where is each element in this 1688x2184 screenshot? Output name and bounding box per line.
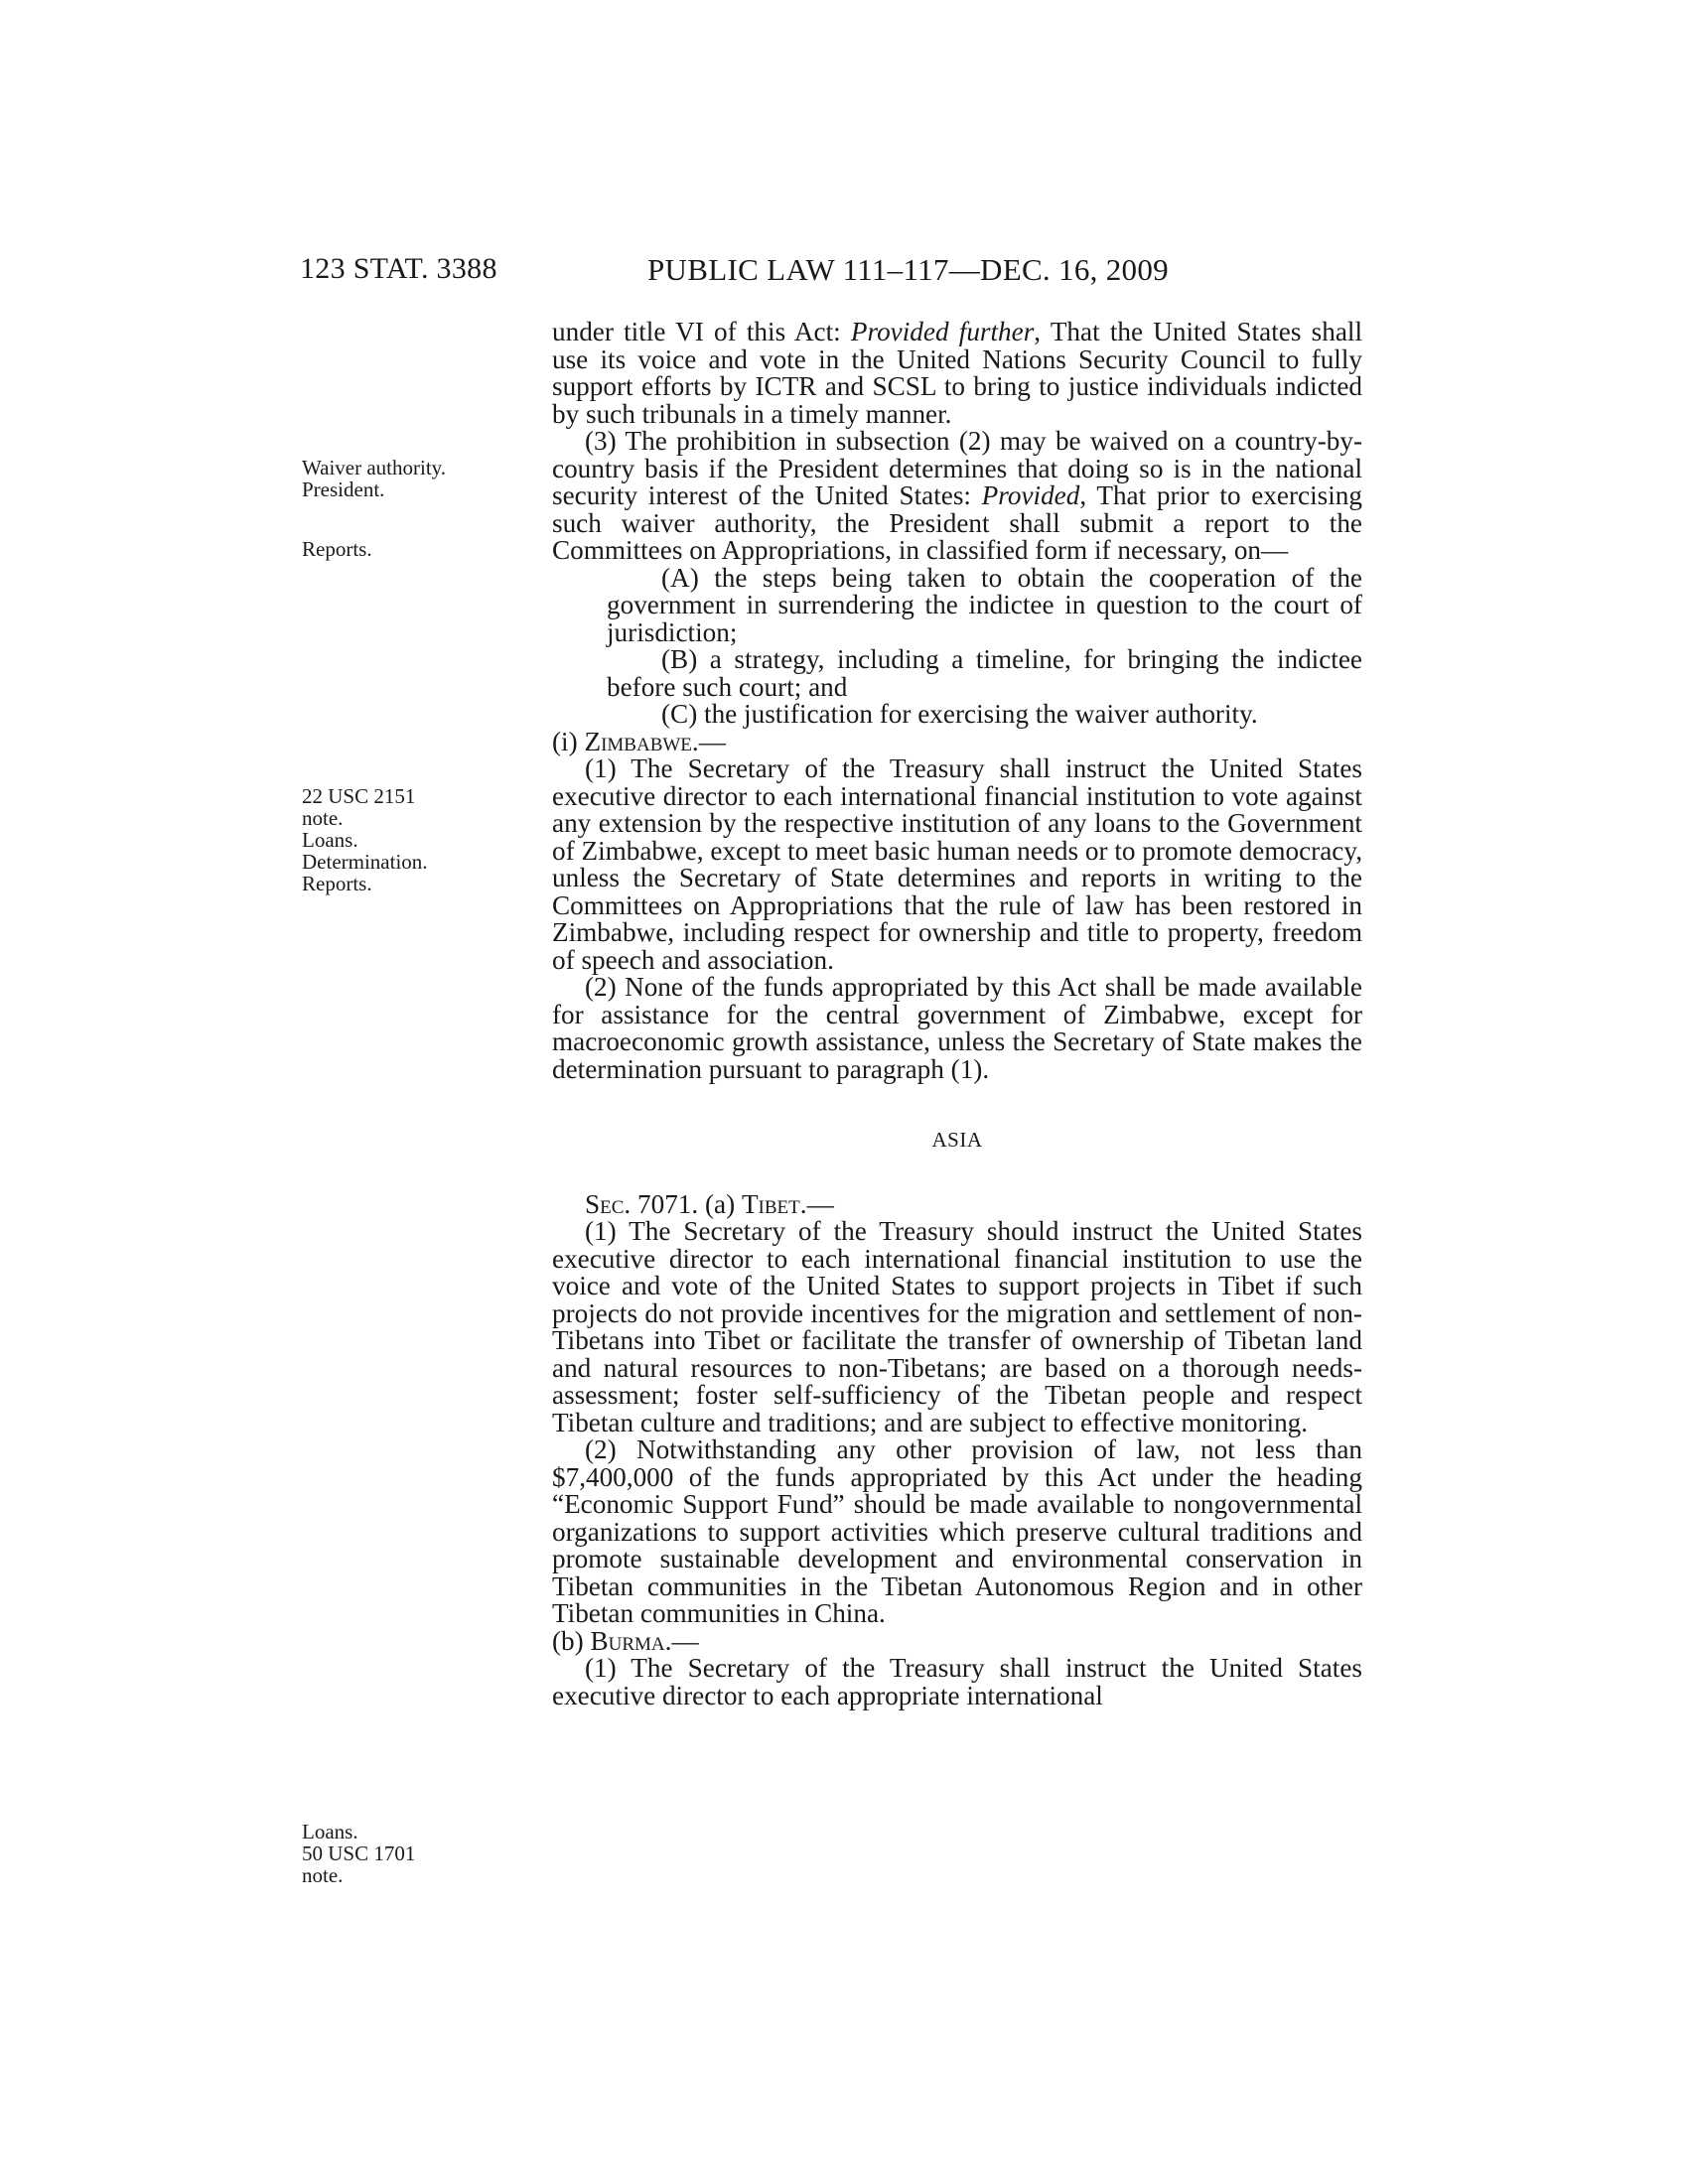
margin-note-line: Loans. (302, 1820, 358, 1843)
asia-section-heading: ASIA (931, 1128, 983, 1152)
zimbabwe-heading: (i) Zimbabwe.— (552, 726, 726, 756)
margin-note-line: 50 USC 1701 (302, 1842, 416, 1865)
margin-note-reports: Reports. (302, 537, 372, 561)
burma-heading: (b) Burma.— (552, 1625, 699, 1656)
section-7071-heading: Sec. 7071. (a) Tibet.— (585, 1188, 834, 1219)
margin-note-line: Reports. (302, 872, 372, 895)
margin-note-line: Determination. (302, 850, 428, 874)
subparagraph-b: (B) a strategy, including a timeline, for bringing the indictee before such court; and (607, 644, 1362, 702)
margin-note-line: President. (302, 478, 385, 501)
margin-note-burma (302, 1821, 415, 1886)
subparagraph-a: (A) the steps being taken to obtain the cooperation of the government in surrendering the indictee in question to the court of jurisdiction; (607, 562, 1362, 647)
page-header-stat-cite: 123 STAT. 3388 (300, 252, 497, 285)
paragraph-continuation: under title VI of this Act: Provided further, That the United States shall use its voice and vote in the United Nations Security Council to fully support efforts by ICTR and SCSL to bring to justice individuals indicted by such tribunals in a timely manner. (552, 317, 1362, 429)
margin-note-line: Waiver authority. (302, 456, 447, 479)
page-header-law-title: PUBLIC LAW 111–117—DEC. 16, 2009 (647, 252, 1169, 287)
tibet-paragraph-2: (2) Notwithstanding any other provision of law, not less than $7,400,000 of the funds appropriated by this Act under the heading “Economic Support Fund” should be made available to nongovernmental organizations to support activities which preserve cultural traditions and promote sustainable development and environmental conservation in Tibetan communities in the Tibetan Autonomous Region and in other Tibetan communities in China. (552, 1434, 1362, 1628)
margin-note-line: note. (302, 806, 344, 830)
margin-note-line: 22 USC 2151 (302, 784, 416, 808)
subparagraph-c: (C) the justification for exercising the waiver authority. (661, 699, 1258, 729)
margin-note-line: note. (302, 1863, 344, 1887)
margin-note-zimbabwe (302, 785, 428, 894)
body-text (552, 319, 1362, 1709)
zimbabwe-paragraph-1: (1) The Secretary of the Treasury shall instruct the United States executive director to each international financial institution to vote against any extension by the respective institution of any loans to the Government of Zimbabwe, except to meet basic human needs or to promote democracy, unless the Secretary of State determines and reports in writing to the Committees on Appropriations that the rule of law has been restored in Zimbabwe, including respect for ownership and title to property, freedom of speech and association. (552, 753, 1362, 975)
paragraph-3: (3) The prohibition in subsection (2) may be waived on a country-by-country basis if the President determines that doing so is in the national security interest of the United States: Provided, That prior to exercising such waiver authority, the President shall submit a report to the Committees on Appropriations, in classified form if necessary, on— (552, 426, 1362, 565)
tibet-paragraph-1: (1) The Secretary of the Treasury should instruct the United States executive director to each international financial institution to use the voice and vote of the United States to support projects in Tibet if such projects do not provide incentives for the migration and settlement of non-Tibetans into Tibet or facilitate the transfer of ownership of Tibetan land and natural resources to non-Tibetans; are based on a thorough needs-assessment; foster self-sufficiency of the Tibetan people and respect Tibetan culture and traditions; and are subject to effective monitoring. (552, 1216, 1362, 1437)
zimbabwe-paragraph-2: (2) None of the funds appropriated by this Act shall be made available for assistance for the central government of Zimbabwe, except for macroeconomic growth assistance, unless the Secretary of State makes the determination pursuant to paragraph (1). (552, 972, 1362, 1084)
burma-paragraph-1: (1) The Secretary of the Treasury shall instruct the United States executive director to each appropriate international (552, 1653, 1362, 1710)
margin-note-waiver (302, 457, 446, 500)
margin-note-line: Loans. (302, 828, 358, 852)
